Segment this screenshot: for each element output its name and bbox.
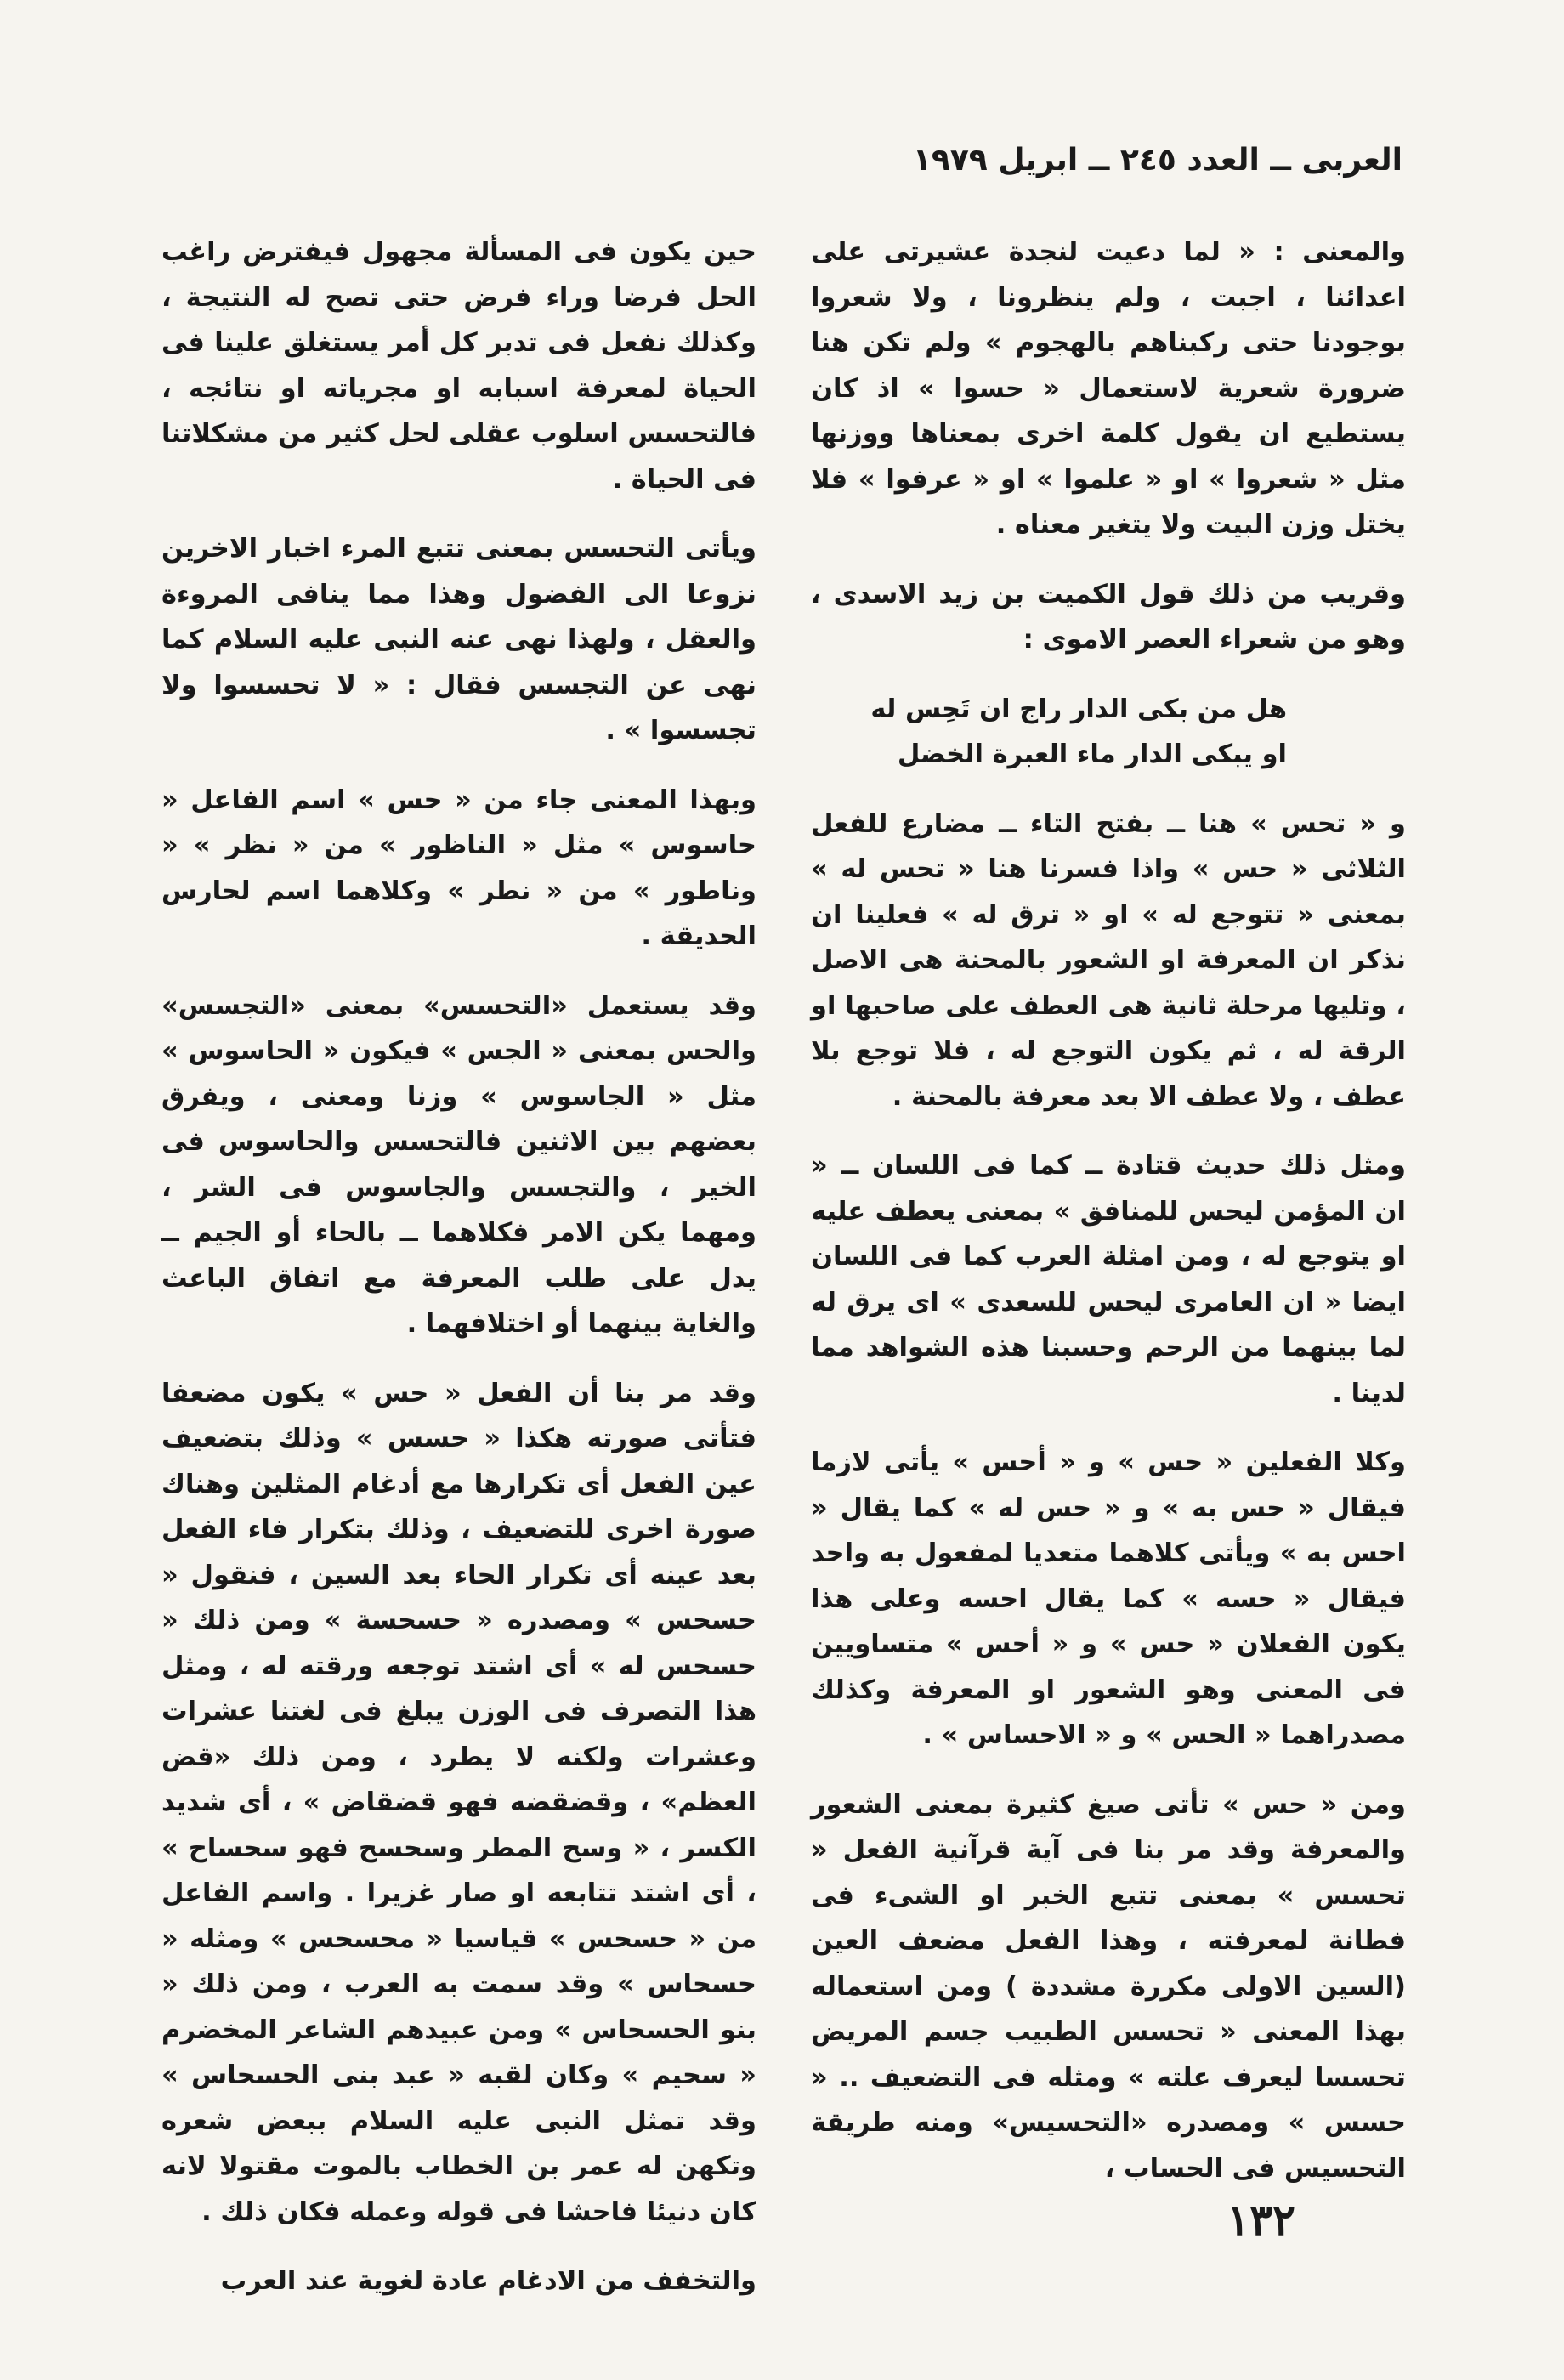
verse-line: او يبكى الدار ماء العبرة الخضل bbox=[897, 740, 1287, 769]
paragraph: و « تحس » هنا ــ بفتح التاء ــ مضارع للفعل الثلاثى « حس » واذا فسرنا هنا « تحس له » بمعنى « تتوجع له » او « ترق له » فعلينا ان نذكر ان المعرفة او الشعور بالمحنة هى الاصل ، وتليها مرحلة ثانية هى العطف على صاحبها او الرقة له ، ثم يكون التوجع له ، فلا توجع بلا عطف ، ولا عطف الا بعد معرفة بالمحنة . bbox=[811, 808, 1406, 1112]
paragraph: حين يكون فى المسألة مجهول فيفترض راغب الحل فرضا وراء فرض حتى تصح له النتيجة ، وكذلك نفعل فى تدبر كل أمر يستغلق علينا فى الحياة لمعرفة اسبابه او مجرياته او نتائجه ، فالتحسس اسلوب عقلى لحل كثير من مشكلاتنا فى الحياة . bbox=[162, 237, 756, 495]
poetry-verse bbox=[811, 687, 1406, 778]
running-header: العربى ــ العدد ٢٤٥ ــ ابريل ١٩٧٩ bbox=[912, 143, 1402, 178]
right-column bbox=[811, 230, 1406, 2215]
paragraph: والتخفف من الادغام عادة لغوية عند العرب bbox=[220, 2266, 756, 2296]
paragraph: وقد مر بنا أن الفعل « حس » يكون مضعفا فتأتى صورته هكذا « حسس » وذلك بتضعيف عين الفعل أى تكرارها مع أدغام المثلين وهناك صورة اخرى للتضعيف ، وذلك بتكرار فاء الفعل بعد عينه أى تكرار الحاء بعد السين ، فنقول « حسحس » ومصدره « حسحسة » ومن ذلك « حسحس له » أى اشتد توجعه ورقته له ، ومثل هذا التصرف فى الوزن يبلغ فى لغتنا عشرات وعشرات ولكنه لا يطرد ، ومن ذلك «قض العظم» ، وقضقضه فهو قضقاض » ، أى شديد الكسر ، « وسح المطر وسحسح فهو سحساح » ، أى اشتد تتابعه او صار غزيرا . واسم الفاعل من « حسحس » قياسيا « محسحس » ومثله « حسحاس » وقد سمت به العرب ، ومن ذلك « بنو الحسحاس » ومن عبيدهم الشاعر المخضرم « سحيم » وكان لقبه « عبد بنى الحسحاس » وقد تمثل النبى عليه السلام ببعض شعره وتكهن له عمر بن الخطاب بالموت مقتولا لانه كان دنيئا فاحشا فى قوله وعمله فكان ذلك . bbox=[162, 1378, 756, 2227]
paragraph: وبهذا المعنى جاء من « حس » اسم الفاعل « حاسوس » مثل « الناظور » من « نظر » « وناطور » من « نطر » وكلاهما اسم لحارس الحديقة . bbox=[162, 785, 756, 951]
paragraph: وقد يستعمل «التحسس» بمعنى «التجسس» والحس بمعنى « الجس » فيكون « الحاسوس » مثل « الجاسوس » وزنا ومعنى ، ويفرق بعضهم بين الاثنين فالتحسس والحاسوس فى الخير ، والتجسس والجاسوس فى الشر ، ومهما يكن الامر فكلاهما ــ بالحاء أو الجيم ــ يدل على طلب المعرفة مع اتفاق الباعث والغاية بينهما أو اختلافهما . bbox=[162, 990, 756, 1339]
verse-line: هل من بكى الدار راج ان تَحِس له bbox=[870, 694, 1287, 724]
page-number: ١٣٢ bbox=[1227, 2195, 1295, 2245]
paragraph: ومثل ذلك حديث قتادة ــ كما فى اللسان ــ « ان المؤمن ليحس للمنافق » بمعنى يعطف عليه او يتوجع له ، ومن امثلة العرب كما فى اللسان ايضا « ان العامرى ليحس للسعدى » اى يرق له لما بينهما من الرحم وحسبنا هذه الشواهد مما لدينا . bbox=[811, 1151, 1406, 1408]
paragraph: وكلا الفعلين « حس » و « أحس » يأتى لازما فيقال « حس به » و « حس له » كما يقال « احس به » ويأتى كلاهما متعديا لمفعول به واحد فيقال « حسه » كما يقال احسه وعلى هذا يكون الفعلان « حس » و « أحس » متساويين فى المعنى وهو الشعور او المعرفة وكذلك مصدراهما « الحس » و « الاحساس » . bbox=[811, 1448, 1406, 1750]
paragraph: ويأتى التحسس بمعنى تتبع المرء اخبار الاخرين نزوعا الى الفضول وهذا مما ينافى المروءة والعقل ، ولهذا نهى عنه النبى عليه السلام كما نهى عن التجسس فقال : « لا تحسسوا ولا تجسسوا » . bbox=[162, 534, 756, 745]
left-column bbox=[162, 230, 756, 2328]
paragraph: والمعنى : « لما دعيت لنجدة عشيرتى على اعدائنا ، اجبت ، ولم ينظرونا ، ولا شعروا بوجودنا حتى ركبناهم بالهجوم » ولم تكن هنا ضرورة شعرية لاستعمال « حسوا » اذ كان يستطيع ان يقول كلمة اخرى بمعناها ووزنها مثل « شعروا » او « علموا » او « عرفوا » فلا يختل وزن البيت ولا يتغير معناه . bbox=[811, 237, 1406, 540]
paragraph: وقريب من ذلك قول الكميت بن زيد الاسدى ، وهو من شعراء العصر الاموى : bbox=[811, 579, 1406, 654]
paragraph: ومن « حس » تأتى صيغ كثيرة بمعنى الشعور والمعرفة وقد مر بنا فى آية قرآنية الفعل « تحسس » بمعنى تتبع الخبر او الشىء فى فطانة لمعرفته ، وهذا الفعل مضعف العين (السين الاولى مكررة مشددة ) ومن استعماله بهذا المعنى « تحسس الطبيب جسم المريض تحسسا ليعرف علته » ومثله فى التضعيف .. « حسس » ومصدره «التحسيس» ومنه طريقة التحسيس فى الحساب ، bbox=[811, 1789, 1406, 2184]
